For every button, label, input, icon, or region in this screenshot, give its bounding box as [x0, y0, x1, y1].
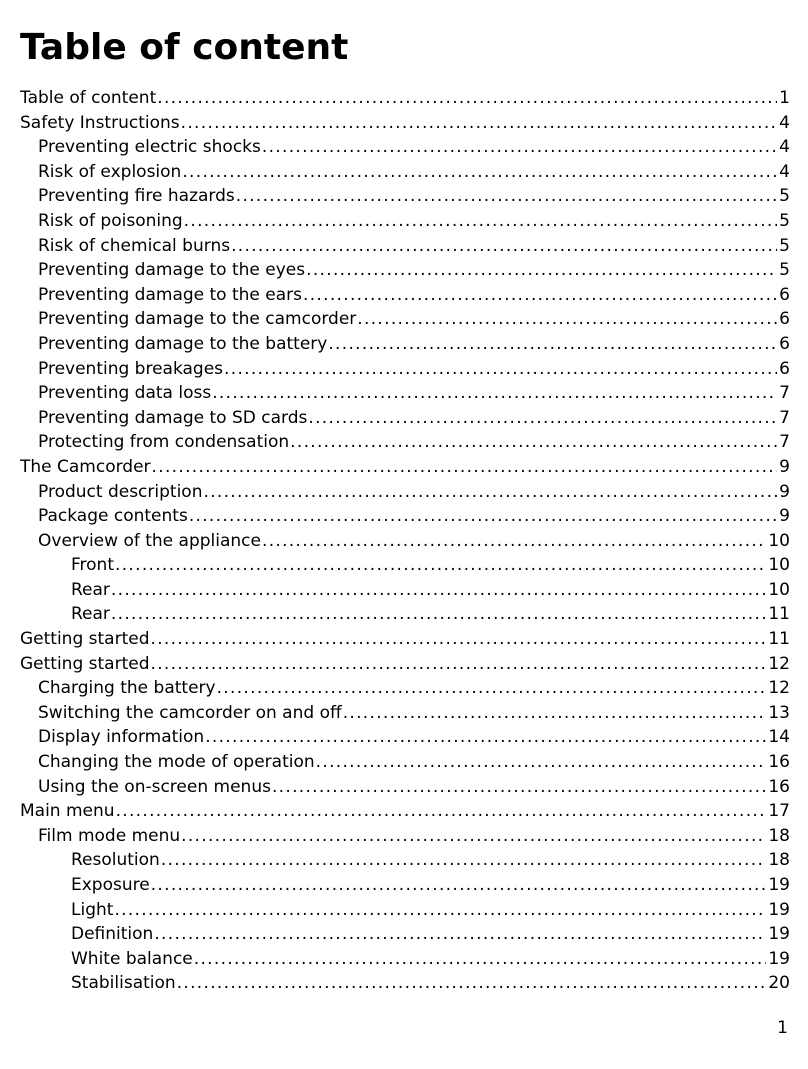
toc-entry[interactable]: [20, 160, 790, 185]
toc-entry-page: 4: [779, 161, 790, 182]
toc-entry-page: 12: [768, 653, 790, 674]
toc-entry-title: Stabilisation: [71, 973, 176, 994]
toc-entry-page: 7: [779, 407, 790, 428]
toc-entry-title: Using the on-screen menus: [38, 776, 271, 797]
toc-entry-title: Risk of explosion: [38, 161, 182, 182]
toc-entry-page: 5: [779, 186, 790, 207]
toc-entry-page: 9: [779, 506, 790, 527]
toc-dot-leader: [182, 160, 777, 185]
toc-entry-title: Preventing damage to SD cards: [38, 407, 308, 428]
toc-dot-leader: [177, 971, 767, 996]
toc-entry-title: Preventing damage to the battery: [38, 333, 328, 354]
toc-entry[interactable]: [20, 86, 790, 111]
toc-dot-leader: [236, 184, 777, 209]
toc-entry[interactable]: [20, 627, 790, 652]
toc-entry[interactable]: [20, 873, 790, 898]
toc-entry-page: 19: [768, 948, 790, 969]
toc-entry-title: Risk of poisoning: [38, 210, 183, 231]
toc-entry-page: 19: [768, 899, 790, 920]
toc-entry[interactable]: [20, 332, 790, 357]
toc-dot-leader: [189, 504, 777, 529]
toc-entry[interactable]: [20, 357, 790, 382]
toc-entry-page: 20: [768, 973, 790, 994]
toc-entry[interactable]: [20, 184, 790, 209]
toc-entry[interactable]: [20, 775, 790, 800]
toc-entry-title: Rear: [71, 604, 110, 625]
page-number: 1: [777, 1018, 788, 1038]
toc-entry[interactable]: [20, 111, 790, 136]
toc-entry-title: Preventing data loss: [38, 383, 212, 404]
toc-entry[interactable]: [20, 307, 790, 332]
toc-dot-leader: [181, 824, 766, 849]
toc-entry-title: Film mode menu: [38, 825, 181, 846]
toc-entry-title: Getting started: [20, 629, 150, 650]
toc-dot-leader: [151, 873, 767, 898]
toc-dot-leader: [303, 283, 777, 308]
toc-entry-title: Switching the camcorder on and off: [38, 702, 342, 723]
toc-entry[interactable]: [20, 504, 790, 529]
toc-entry-title: Main menu: [20, 801, 115, 822]
toc-dot-leader: [357, 307, 777, 332]
toc-dot-leader: [316, 750, 767, 775]
toc-entry[interactable]: [20, 135, 790, 160]
toc-dot-leader: [152, 455, 778, 480]
toc-entry-page: 6: [779, 333, 790, 354]
toc-entry-title: Safety Instructions: [20, 112, 180, 133]
toc-dot-leader: [308, 406, 777, 431]
toc-entry-title: Preventing breakages: [38, 358, 224, 379]
toc-entry-page: 11: [768, 604, 790, 625]
table-of-contents: [20, 86, 790, 996]
toc-entry-title: Getting started: [20, 653, 150, 674]
toc-entry[interactable]: [20, 947, 790, 972]
toc-dot-leader: [203, 480, 777, 505]
toc-entry[interactable]: [20, 283, 790, 308]
toc-dot-leader: [151, 652, 767, 677]
toc-dot-leader: [115, 553, 766, 578]
toc-entry-page: 12: [768, 678, 790, 699]
toc-entry[interactable]: [20, 258, 790, 283]
toc-dot-leader: [262, 135, 777, 160]
toc-entry[interactable]: [20, 799, 790, 824]
toc-entry-title: Resolution: [71, 850, 160, 871]
toc-entry-title: Preventing damage to the camcorder: [38, 309, 357, 330]
toc-dot-leader: [116, 799, 767, 824]
toc-dot-leader: [157, 86, 777, 111]
toc-entry-title: Display information: [38, 727, 205, 748]
toc-dot-leader: [328, 332, 777, 357]
toc-entry[interactable]: [20, 430, 790, 455]
toc-entry-page: 4: [779, 112, 790, 133]
toc-entry[interactable]: [20, 406, 790, 431]
toc-entry[interactable]: [20, 922, 790, 947]
toc-dot-leader: [114, 898, 766, 923]
toc-entry-title: Package contents: [38, 506, 188, 527]
toc-entry[interactable]: [20, 455, 790, 480]
toc-dot-leader: [306, 258, 777, 283]
toc-entry-page: 7: [779, 432, 790, 453]
toc-entry-page: 9: [779, 481, 790, 502]
toc-dot-leader: [290, 430, 777, 455]
toc-entry-title: Overview of the appliance: [38, 530, 261, 551]
toc-entry-page: 6: [779, 358, 790, 379]
toc-entry-title: Front: [71, 555, 114, 576]
toc-entry[interactable]: [20, 898, 790, 923]
toc-entry-page: 18: [768, 850, 790, 871]
toc-entry[interactable]: [20, 602, 790, 627]
toc-entry-page: 6: [779, 284, 790, 305]
toc-dot-leader: [343, 701, 767, 726]
toc-entry-page: 19: [768, 875, 790, 895]
toc-entry[interactable]: [20, 725, 790, 750]
toc-entry-page: 14: [768, 727, 790, 748]
toc-entry-page: 5: [779, 260, 790, 281]
toc-entry[interactable]: [20, 652, 790, 677]
toc-entry[interactable]: [20, 578, 790, 603]
toc-entry-title: Protecting from condensation: [38, 432, 290, 453]
toc-entry[interactable]: [20, 676, 790, 701]
toc-entry-title: White balance: [71, 948, 193, 969]
toc-entry-page: 18: [768, 825, 790, 846]
toc-entry[interactable]: [20, 701, 790, 726]
toc-entry-page: 19: [768, 924, 790, 945]
toc-entry[interactable]: [20, 553, 790, 578]
toc-dot-leader: [161, 848, 767, 873]
toc-dot-leader: [205, 725, 766, 750]
toc-dot-leader: [231, 234, 777, 259]
toc-entry-title: Preventing damage to the ears: [38, 284, 303, 305]
toc-entry-page: 16: [768, 776, 790, 797]
toc-entry-title: Product description: [38, 481, 203, 502]
toc-dot-leader: [262, 529, 766, 554]
toc-entry-page: 5: [779, 210, 790, 231]
toc-entry[interactable]: [20, 234, 790, 259]
toc-entry-title: Changing the mode of operation: [38, 752, 315, 773]
toc-entry-page: 6: [779, 309, 790, 330]
toc-entry-page: 7: [779, 383, 790, 404]
toc-entry[interactable]: [20, 209, 790, 234]
toc-entry[interactable]: [20, 824, 790, 849]
toc-entry-title: The Camcorder: [20, 456, 151, 477]
toc-entry[interactable]: [20, 848, 790, 873]
toc-dot-leader: [154, 922, 766, 947]
toc-entry-title: Table of content: [20, 88, 157, 108]
toc-entry-title: Light: [71, 899, 114, 920]
toc-entry-page: 4: [779, 137, 790, 158]
toc-entry-page: 16: [768, 752, 790, 773]
toc-entry-page: 17: [768, 801, 790, 822]
toc-entry[interactable]: [20, 480, 790, 505]
toc-dot-leader: [184, 209, 778, 234]
toc-entry-title: Exposure: [71, 875, 150, 895]
toc-dot-leader: [111, 602, 766, 627]
toc-dot-leader: [212, 381, 777, 406]
toc-entry[interactable]: [20, 381, 790, 406]
toc-entry-page: 10: [768, 579, 790, 600]
toc-entry-title: Preventing damage to the eyes: [38, 260, 306, 281]
toc-dot-leader: [111, 578, 766, 603]
page-title: Table of content: [20, 27, 349, 68]
toc-dot-leader: [217, 676, 767, 701]
toc-entry-title: Preventing fire hazards: [38, 186, 235, 207]
toc-entry-title: Risk of chemical burns: [38, 235, 231, 256]
toc-entry-title: Rear: [71, 579, 110, 600]
toc-entry-page: 9: [779, 456, 790, 477]
toc-dot-leader: [224, 357, 777, 382]
toc-dot-leader: [272, 775, 766, 800]
toc-entry-page: 11: [768, 629, 790, 650]
toc-entry-title: Charging the battery: [38, 678, 216, 699]
toc-entry-title: Preventing electric shocks: [38, 137, 261, 158]
toc-entry[interactable]: [20, 750, 790, 775]
toc-entry[interactable]: [20, 971, 790, 996]
toc-entry[interactable]: [20, 529, 790, 554]
toc-entry-page: 1: [779, 88, 790, 108]
toc-entry-page: 5: [779, 235, 790, 256]
toc-entry-page: 10: [768, 530, 790, 551]
toc-entry-page: 13: [768, 702, 790, 723]
toc-entry-title: Definition: [71, 924, 154, 945]
toc-entry-page: 10: [768, 555, 790, 576]
toc-dot-leader: [151, 627, 767, 652]
toc-dot-leader: [181, 111, 778, 136]
toc-dot-leader: [194, 947, 767, 972]
